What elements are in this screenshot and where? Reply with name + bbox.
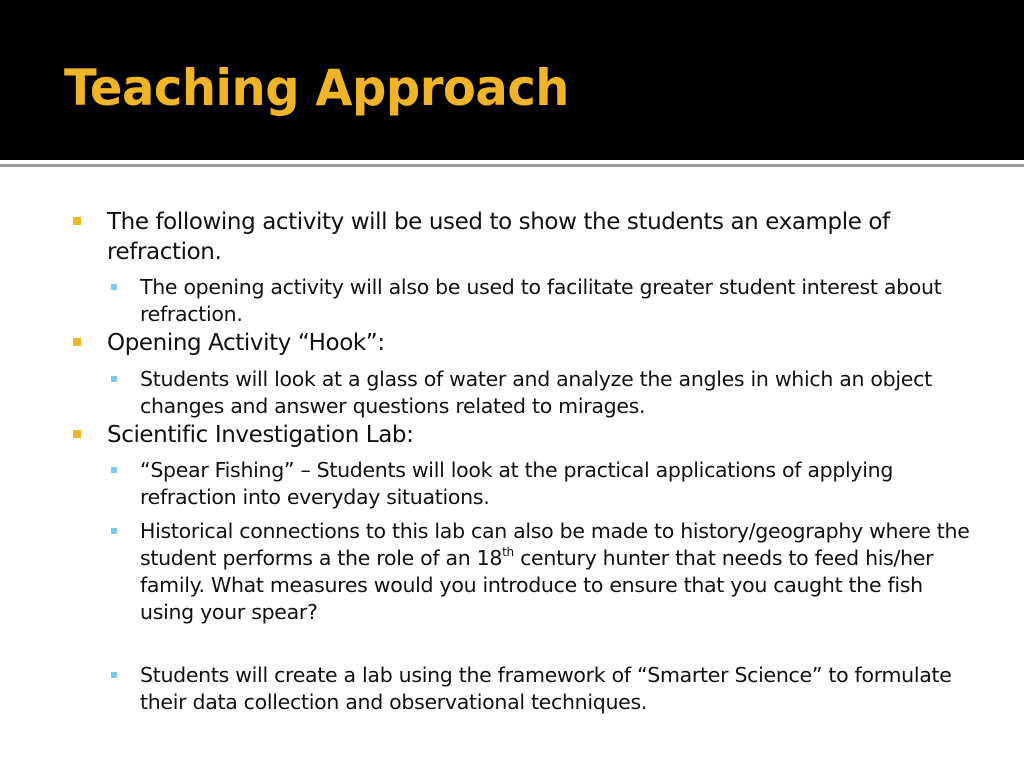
bullet-marker-icon [73, 430, 81, 438]
bullet-text: Scientific Investigation Lab: [107, 422, 414, 448]
sub-bullet-text: “Spear Fishing” – Students will look at the practical applications of applying refraction into everyday situations. [140, 458, 894, 509]
slide-title: Teaching Approach [64, 59, 570, 117]
sub-bullet-text: The opening activity will also be used to facilitate greater student interest about refraction. [140, 275, 942, 326]
sub-bullet-item [140, 518, 970, 626]
sub-bullet-text [140, 519, 970, 624]
sub-bullet-item [140, 366, 970, 420]
sub-bullet-marker-icon [111, 467, 117, 473]
sub-bullet-item [140, 662, 970, 716]
sub-bullet-text-part1: Historical connections to this lab can also be made to history/geography where the student performs a the role of an 18 [140, 519, 970, 570]
sub-bullet-text: Students will look at a glass of water and analyze the angles in which an object changes and answer questions related to mirages. [140, 367, 932, 418]
sub-bullet-marker-icon [111, 376, 117, 382]
sub-bullet-text: Students will create a lab using the framework of “Smarter Science” to formulate their data collection and observational techniques. [140, 663, 952, 714]
sub-bullet-item [140, 274, 970, 328]
bullet-text: Opening Activity “Hook”: [107, 330, 385, 356]
ordinal-suffix: th [502, 545, 514, 559]
title-bar [0, 0, 1024, 160]
slide-content [0, 167, 1024, 768]
sub-bullet-marker-icon [111, 528, 117, 534]
sub-bullet-item [140, 457, 970, 511]
bullet-marker-icon [73, 217, 81, 225]
bullet-item [107, 420, 967, 450]
sub-bullet-marker-icon [111, 672, 117, 678]
bullet-marker-icon [73, 338, 81, 346]
sub-bullet-text-part2: century hunter that needs to feed his/her family. What measures would you introduce to ensure that you caught the fish using your spear? [140, 546, 934, 624]
bullet-text: The following activity will be used to show the students an example of refraction. [107, 209, 890, 265]
bullet-item [107, 328, 967, 358]
sub-bullet-marker-icon [111, 284, 117, 290]
bullet-item [107, 207, 967, 267]
